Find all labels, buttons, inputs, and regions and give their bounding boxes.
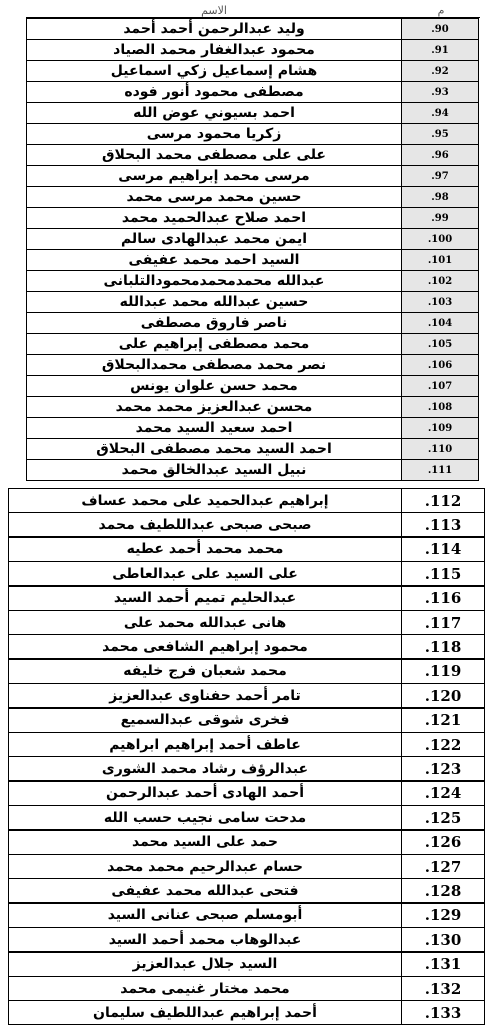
- row-number: .118: [401, 634, 485, 659]
- table-row: [26, 18, 479, 40]
- row-name: محمد محمد أحمد عطيه: [8, 537, 402, 562]
- row-name: محمود إبراهيم الشافعى محمد: [8, 634, 402, 659]
- table-row: [8, 927, 485, 952]
- row-number: .114: [401, 537, 485, 562]
- row-number: .133: [401, 1000, 485, 1025]
- row-number: .111: [401, 459, 479, 481]
- row-number: .101: [401, 249, 479, 271]
- row-name: مصطفى محمود أنور فوده: [26, 81, 402, 103]
- row-number: .98: [401, 186, 479, 208]
- row-name: إبراهيم عبدالحميد على محمد عساف: [8, 488, 402, 513]
- row-number: .107: [401, 375, 479, 397]
- table-row: [26, 438, 479, 460]
- row-name: تامر أحمد حفناوى عبدالعزيز: [8, 683, 402, 708]
- row-number: .109: [401, 417, 479, 439]
- row-name: أبومسلم صبحى عنانى السيد: [8, 903, 402, 928]
- table-row: [26, 144, 479, 166]
- table-row: [8, 756, 485, 781]
- row-name: محسن عبدالعزيز محمد محمد: [26, 396, 402, 418]
- row-name: حسام عبدالرحيم محمد محمد: [8, 854, 402, 879]
- row-name: هشام إسماعيل زكي اسماعيل: [26, 60, 402, 82]
- row-name: صبحى صبحى عبداللطيف محمد: [8, 512, 402, 537]
- row-number: .125: [401, 805, 485, 830]
- row-number: .130: [401, 927, 485, 952]
- row-name: احمد سعيد السيد محمد: [26, 417, 402, 439]
- row-name: احمد بسيوني عوض الله: [26, 102, 402, 124]
- row-number: .132: [401, 976, 485, 1001]
- table-row: [8, 512, 485, 537]
- row-name: السيد جلال عبدالعزيز: [8, 952, 402, 977]
- header-name: الاسم: [26, 4, 402, 18]
- row-name: ناصر فاروق مصطفى: [26, 312, 402, 334]
- row-number: .128: [401, 878, 485, 903]
- row-name: محمد حسن علوان يونس: [26, 375, 402, 397]
- table-row: [26, 375, 479, 397]
- row-number: .106: [401, 354, 479, 376]
- table-row: [26, 102, 479, 124]
- table-row: [8, 586, 485, 611]
- row-name: فتحى عبدالله محمد عفيفى: [8, 878, 402, 903]
- table-row: [26, 417, 479, 439]
- row-name: على السيد على عبدالعاطى: [8, 561, 402, 586]
- table-row: [26, 60, 479, 82]
- row-number: .126: [401, 830, 485, 855]
- table-row: [8, 830, 485, 855]
- row-number: .105: [401, 333, 479, 355]
- table-row: [26, 81, 479, 103]
- row-name: عبدالرؤف رشاد محمد الشورى: [8, 756, 402, 781]
- table-row: [26, 186, 479, 208]
- row-name: محمود عبدالغفار محمد الصياد: [26, 39, 402, 61]
- row-number: .108: [401, 396, 479, 418]
- row-name: عبدالوهاب محمد أحمد السيد: [8, 927, 402, 952]
- row-number: .121: [401, 708, 485, 733]
- table-row: [8, 732, 485, 757]
- row-name: نبيل السيد عبدالخالق محمد: [26, 459, 402, 481]
- row-number: .129: [401, 903, 485, 928]
- header-num: م: [402, 4, 480, 18]
- row-name: ايمن محمد عبدالهادى سالم: [26, 228, 402, 250]
- table-row: [8, 659, 485, 684]
- table-row: [26, 249, 479, 271]
- row-number: .104: [401, 312, 479, 334]
- row-name: على على مصطفى محمد البحلاق: [26, 144, 402, 166]
- row-number: .123: [401, 756, 485, 781]
- row-number: .112: [401, 488, 485, 513]
- table-row: [8, 1000, 485, 1025]
- row-number: .127: [401, 854, 485, 879]
- table-row: [8, 781, 485, 806]
- table-row: [26, 459, 479, 481]
- row-number: .96: [401, 144, 479, 166]
- row-name: زكريا محمود مرسى: [26, 123, 402, 145]
- row-number: .103: [401, 291, 479, 313]
- row-number: .95: [401, 123, 479, 145]
- table-row: [26, 165, 479, 187]
- row-name: محمد مصطفى إبراهيم على: [26, 333, 402, 355]
- row-number: .100: [401, 228, 479, 250]
- row-name: محمد شعبان فرج خليفه: [8, 659, 402, 684]
- row-number: .91: [401, 39, 479, 61]
- row-number: .97: [401, 165, 479, 187]
- row-name: مدحت سامى نجيب حسب الله: [8, 805, 402, 830]
- row-name: احمد صلاح عبدالحميد محمد: [26, 207, 402, 229]
- table-row: [26, 228, 479, 250]
- row-number: .116: [401, 586, 485, 611]
- row-number: .117: [401, 610, 485, 635]
- row-name: عاطف أحمد إبراهيم ابراهيم: [8, 732, 402, 757]
- row-name: حسين محمد مرسى محمد: [26, 186, 402, 208]
- row-name: محمد مختار غنيمى محمد: [8, 976, 402, 1001]
- table-row: [8, 878, 485, 903]
- table-row: [26, 354, 479, 376]
- row-name: أحمد الهادى أحمد عبدالرحمن: [8, 781, 402, 806]
- row-name: حسين عبدالله محمد عبدالله: [26, 291, 402, 313]
- row-name: السيد احمد محمد عفيفى: [26, 249, 402, 271]
- row-number: .119: [401, 659, 485, 684]
- row-number: .113: [401, 512, 485, 537]
- table-row: [26, 291, 479, 313]
- table-row: [26, 207, 479, 229]
- row-name: حمد على السيد محمد: [8, 830, 402, 855]
- table-row: [8, 488, 485, 513]
- table-row: [26, 312, 479, 334]
- table-row: [8, 610, 485, 635]
- row-name: نصر محمد مصطفى محمدالبحلاق: [26, 354, 402, 376]
- row-number: .120: [401, 683, 485, 708]
- table-row: [8, 561, 485, 586]
- table-row: [26, 270, 479, 292]
- row-number: .99: [401, 207, 479, 229]
- table-row: [8, 903, 485, 928]
- table-row: [8, 854, 485, 879]
- row-number: .122: [401, 732, 485, 757]
- table-row: [8, 634, 485, 659]
- row-name: هانى عبدالله محمد على: [8, 610, 402, 635]
- row-number: .94: [401, 102, 479, 124]
- row-number: .92: [401, 60, 479, 82]
- row-number: .110: [401, 438, 479, 460]
- table-row: [8, 708, 485, 733]
- table-row: [26, 123, 479, 145]
- table-row: [26, 39, 479, 61]
- table-row: [8, 805, 485, 830]
- row-number: .90: [401, 18, 479, 40]
- row-number: .115: [401, 561, 485, 586]
- row-number: .131: [401, 952, 485, 977]
- row-name: فخرى شوقى عبدالسميع: [8, 708, 402, 733]
- table-row: [8, 952, 485, 977]
- row-number: .93: [401, 81, 479, 103]
- row-number: .102: [401, 270, 479, 292]
- row-name: مرسى محمد إبراهيم مرسى: [26, 165, 402, 187]
- table-row: [26, 396, 479, 418]
- table-row: [8, 537, 485, 562]
- table-row: [8, 683, 485, 708]
- row-name: أحمد إبراهيم عبداللطيف سليمان: [8, 1000, 402, 1025]
- row-name: عبدالحليم تميم أحمد السيد: [8, 586, 402, 611]
- row-number: .124: [401, 781, 485, 806]
- table-row: [26, 333, 479, 355]
- table-row: [8, 976, 485, 1001]
- row-name: وليد عبدالرحمن أحمد أحمد: [26, 18, 402, 40]
- row-name: احمد السيد محمد مصطفى البحلاق: [26, 438, 402, 460]
- row-name: عبدالله محمدمحمدمحمودالتلبانى: [26, 270, 402, 292]
